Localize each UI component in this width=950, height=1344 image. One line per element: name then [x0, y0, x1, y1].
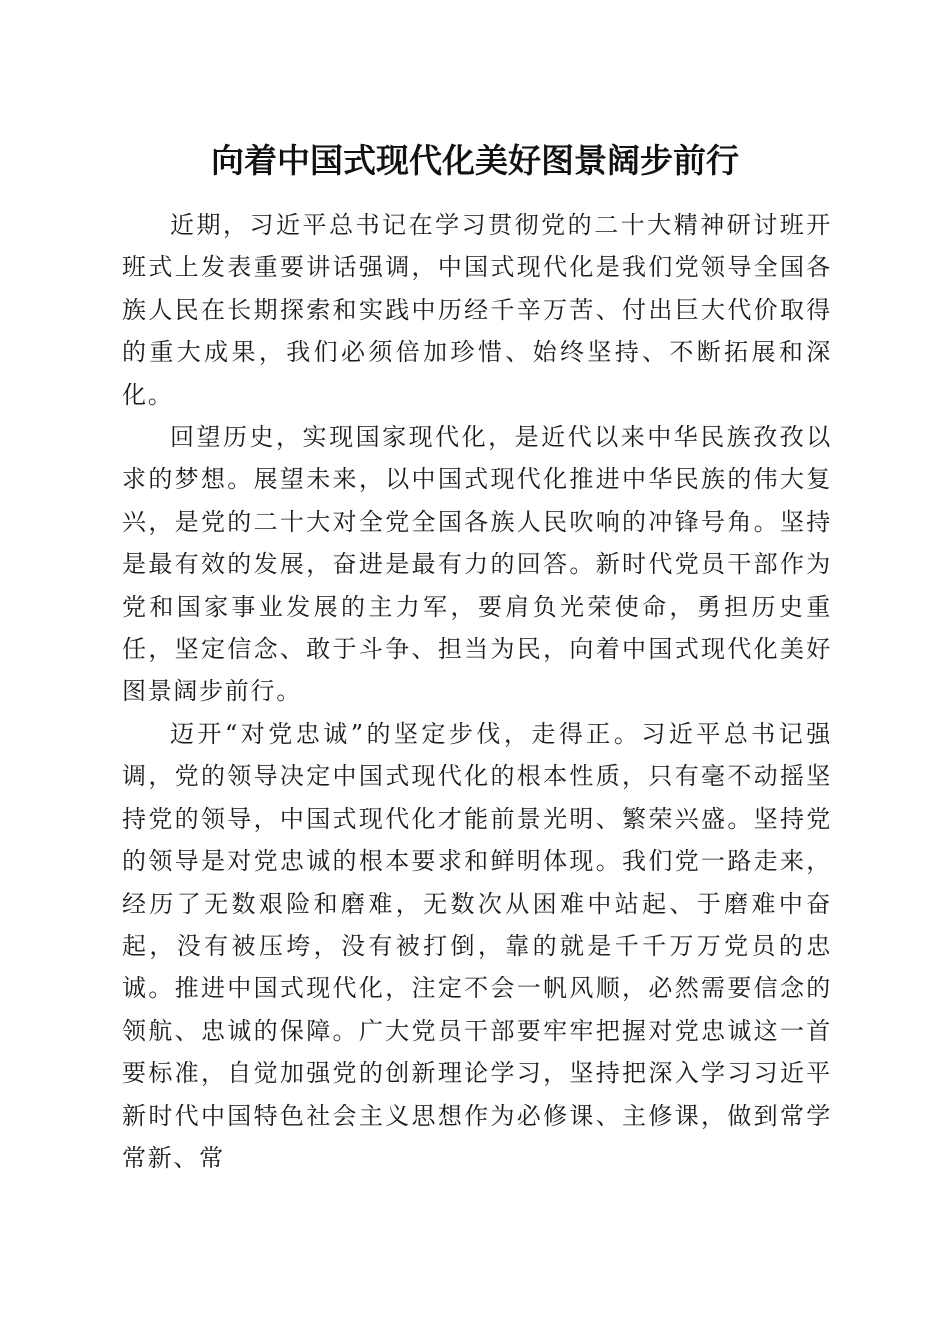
- document-title: 向着中国式现代化美好图景阔步前行: [211, 141, 739, 180]
- paragraph: 迈开“对党忠诚”的坚定步伐，走得正。习近平总书记强调，党的领导决定中国式现代化的根本性质，只有毫不动摇坚持党的领导，中国式现代化才能前景光明、繁荣兴盛。坚持党的领导是对党忠诚的根本要求和鲜明体现。我们党一路走来，经历了无数艰险和磨难，无数次从困难中站起、于磨难中奋起，没有被压垮，没有被打倒，靠的就是千千万万党员的忠诚。推进中国式现代化，注定不会一帆风顺，必然需要信念的领航、忠诚的保障。广大党员干部要牢牢把握对党忠诚这一首要标准，自觉加强党的创新理论学习，坚持把深入学习习近平新时代中国特色社会主义思想作为必修课、主修课，做到常学常新、常: [122, 719, 832, 1172]
- paragraph: 回望历史，实现国家现代化，是近代以来中华民族孜孜以求的梦想。展望未来，以中国式现代化推进中华民族的伟大复兴，是党的二十大对全党全国各族人民吹响的冲锋号角。坚持是最有效的发展，奋进是最有力的回答。新时代党员干部作为党和国家事业发展的主力军，要肩负光荣使命，勇担历史重任，坚定信念、敢于斗争、担当为民，向着中国式现代化美好图景阔步前行。: [122, 423, 832, 706]
- document-body: [122, 204, 832, 1179]
- paragraph: 近期，习近平总书记在学习贯彻党的二十大精神研讨班开班式上发表重要讲话强调，中国式现代化是我们党领导全国各族人民在长期探索和实践中历经千辛万苦、付出巨大代价取得的重大成果，我们必须倍加珍惜、始终坚持、不断拓展和深化。: [122, 211, 832, 409]
